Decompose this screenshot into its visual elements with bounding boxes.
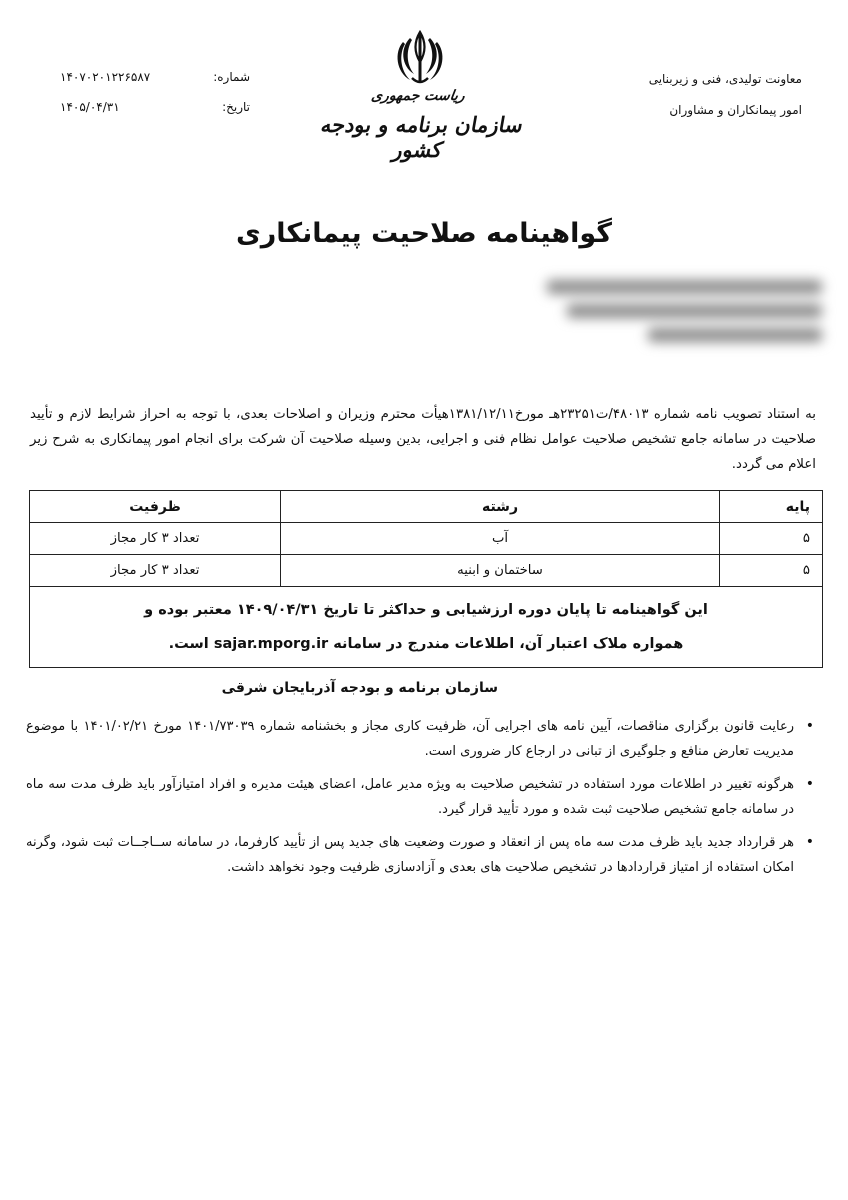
organization-name: سازمان برنامه و بودجه کشور: [319, 112, 526, 162]
document-title: گواهینامه صلاحیت پیمانکاری: [236, 218, 612, 249]
list-item: [26, 772, 816, 822]
validity-line-2-end: است.: [168, 636, 209, 652]
cell-field: ساختمان و ابنیه: [281, 555, 720, 587]
bullet-icon: •: [805, 834, 814, 850]
sajar-website-link[interactable]: sajar.mporg.ir: [213, 636, 329, 652]
note-text: هرگونه تغییر در اطلاعات مورد استفاده در تشخیص صلاحیت به ویژه مدیر عامل، اعضای هیئت مدیره و افراد امتیازآور باید ظرف مدت سه ماه در سامانه جامع تشخیص صلاحیت ثبت شده و مورد تأیید قرار گیرد.: [26, 777, 794, 817]
table-header-row: [30, 491, 823, 523]
date-value: ۱۴۰۵/۰۴/۳۱: [60, 100, 120, 114]
department-block: [612, 64, 802, 126]
reference-block: [60, 62, 250, 122]
iran-emblem-icon: [392, 28, 448, 90]
department-line-1: معاونت تولیدی، فنی و زیربنایی: [648, 72, 802, 86]
intro-paragraph: به استناد تصویب نامه شماره ۴۸۰۱۳/ت۲۳۲۵۱هـ مورخ۱۳۸۱/۱۲/۱۱هیأت محترم وزیران و اصلاحات بعدی، با توجه به احراز شرایط لازم و تأیید صلاحیت در سامانه جامع تشخیص صلاحیت عوامل نظام فنی و اجرایی، بدین وسیله صلاحیت آن شرکت برای انجام امور پیمانکاری به شرح زیر اعلام می گردد.: [30, 407, 816, 472]
number-label: شماره:: [213, 70, 250, 84]
cell-capacity: تعداد ۳ کار مجاز: [30, 523, 281, 555]
list-item: [26, 714, 816, 764]
presidency-label: ریاست جمهوری: [370, 88, 466, 104]
cell-field: آب: [281, 523, 720, 555]
issuer-signature: سازمان برنامه و بودجه آذربایجان شرقی: [221, 680, 498, 696]
header-field: رشته: [281, 491, 720, 523]
number-row: [60, 62, 250, 92]
validity-line-2: [40, 627, 812, 661]
table-row: [30, 523, 823, 555]
department-line-2: امور پیمانکاران و مشاوران: [669, 103, 802, 117]
header-base: پایه: [720, 491, 823, 523]
note-text: هر قرارداد جدید باید ظرف مدت سه ماه پس از انعقاد و صورت وضعیت های جدید پس از تأیید کارفرما، در سامانه ســاجــات ثبت شود، وگرنه امکان استفاده از امتیاز قراردادها در تشخیص صلاحیت های بعدی و آزادسازی ظرفیت وجود نخواهد داشت.: [26, 835, 794, 875]
cell-capacity: تعداد ۳ کار مجاز: [30, 555, 281, 587]
validity-line-2-start: همواره ملاک اعتبار آن، اطلاعات مندرج در سامانه: [333, 636, 684, 652]
notes-list: [26, 714, 816, 888]
bullet-icon: •: [805, 776, 814, 792]
validity-line-1: این گواهینامه تا پایان دوره ارزشیابی و حداکثر تا تاریخ ۱۴۰۹/۰۴/۳۱ معتبر بوده و: [144, 602, 708, 618]
validity-statement: [30, 587, 823, 668]
number-value: ۱۴۰۷۰۲۰۱۲۲۶۵۸۷: [60, 70, 151, 84]
qualification-table: [29, 490, 823, 668]
cell-base: ۵: [720, 523, 823, 555]
validity-row: [30, 587, 823, 668]
table-row: [30, 555, 823, 587]
redacted-recipient-block: [532, 270, 822, 360]
header-capacity: ظرفیت: [30, 491, 281, 523]
bullet-icon: •: [805, 718, 814, 734]
organization-logo: [310, 28, 530, 162]
date-label: تاریخ:: [222, 100, 250, 114]
cell-base: ۵: [720, 555, 823, 587]
note-text: رعایت قانون برگزاری مناقصات، آیین نامه های اجرایی آن، ظرفیت کاری مجاز و بخشنامه شماره ۱۴۰۱/۷۳۰۳۹ مورخ ۱۴۰۱/۰۲/۲۱ با موضوع مدیریت تعارض منافع و جلوگیری از تبانی در ارجاع کار ضروری است.: [26, 719, 794, 759]
date-row: [60, 92, 250, 122]
list-item: [26, 830, 816, 880]
